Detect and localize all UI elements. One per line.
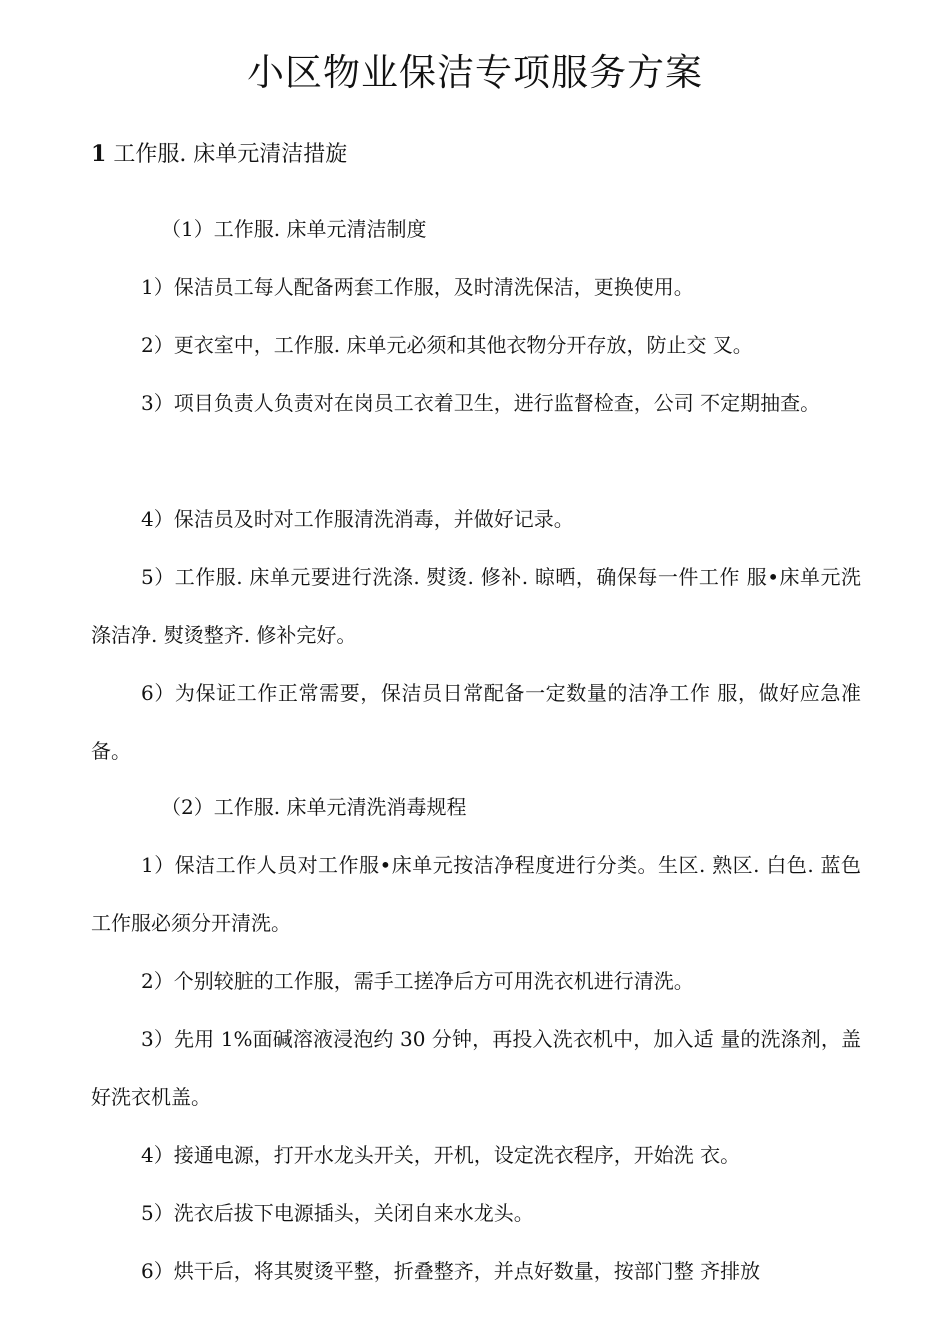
paragraph-1-1: 1）保洁员工每人配备两套工作服，及时清洗保洁，更换使用。 [141, 275, 694, 299]
paragraph-2-6: 6）烘干后，将其熨烫平整，折叠整齐，并点好数量，按部门整 齐排放 [141, 1259, 761, 1283]
paragraph-1-3: 3）项目负责人负责对在岗员工衣着卫生，进行监督检查，公司 不定期抽查。 [141, 391, 821, 415]
paragraph-1-5: 5）工作服. 床单元要进行洗涤. 熨烫. 修补. 晾晒，确保每一件工作 服•床单元洗涤洁净. 熨烫整齐. 修补完好。 [91, 565, 861, 647]
paragraph-2-3: 3）先用 1%面碱溶液浸泡约 30 分钟，再投入洗衣机中，加入适 量的洗涤剂，盖好洗衣机盖。 [91, 1027, 861, 1109]
paragraph-2-2: 2）个别较脏的工作服，需手工搓净后方可用洗衣机进行清洗。 [141, 969, 694, 993]
document-title: 小区物业保洁专项服务方案 [247, 51, 703, 94]
paragraph-1-4: 4）保洁员及时对工作服清洗消毒，并做好记录。 [141, 507, 574, 531]
paragraph-2-5: 5）洗衣后拔下电源插头，关闭自来水龙头。 [141, 1201, 534, 1225]
section-heading [91, 138, 347, 171]
section-title: 工作服. 床单元清洁措旋 [113, 142, 348, 167]
paragraph-2-4: 4）接通电源，打开水龙头开关，开机，设定洗衣程序，开始洗 衣。 [141, 1143, 741, 1167]
section-number: 1 [91, 141, 107, 167]
paragraph-1-6: 6）为保证工作正常需要，保洁员日常配备一定数量的洁净工作 服，做好应急准备。 [91, 681, 861, 763]
paragraph-1-2: 2）更衣室中，工作服. 床单元必须和其他衣物分开存放，防止交 叉。 [141, 333, 753, 357]
subsection-heading-1: （1）工作服. 床单元清洁制度 [161, 217, 427, 241]
subsection-heading-2: （2）工作服. 床单元清洗消毒规程 [161, 795, 467, 819]
paragraph-2-1: 1）保洁工作人员对工作服•床单元按洁净程度进行分类。生区. 熟区. 白色. 蓝色工作服必须分开清洗。 [91, 853, 861, 935]
